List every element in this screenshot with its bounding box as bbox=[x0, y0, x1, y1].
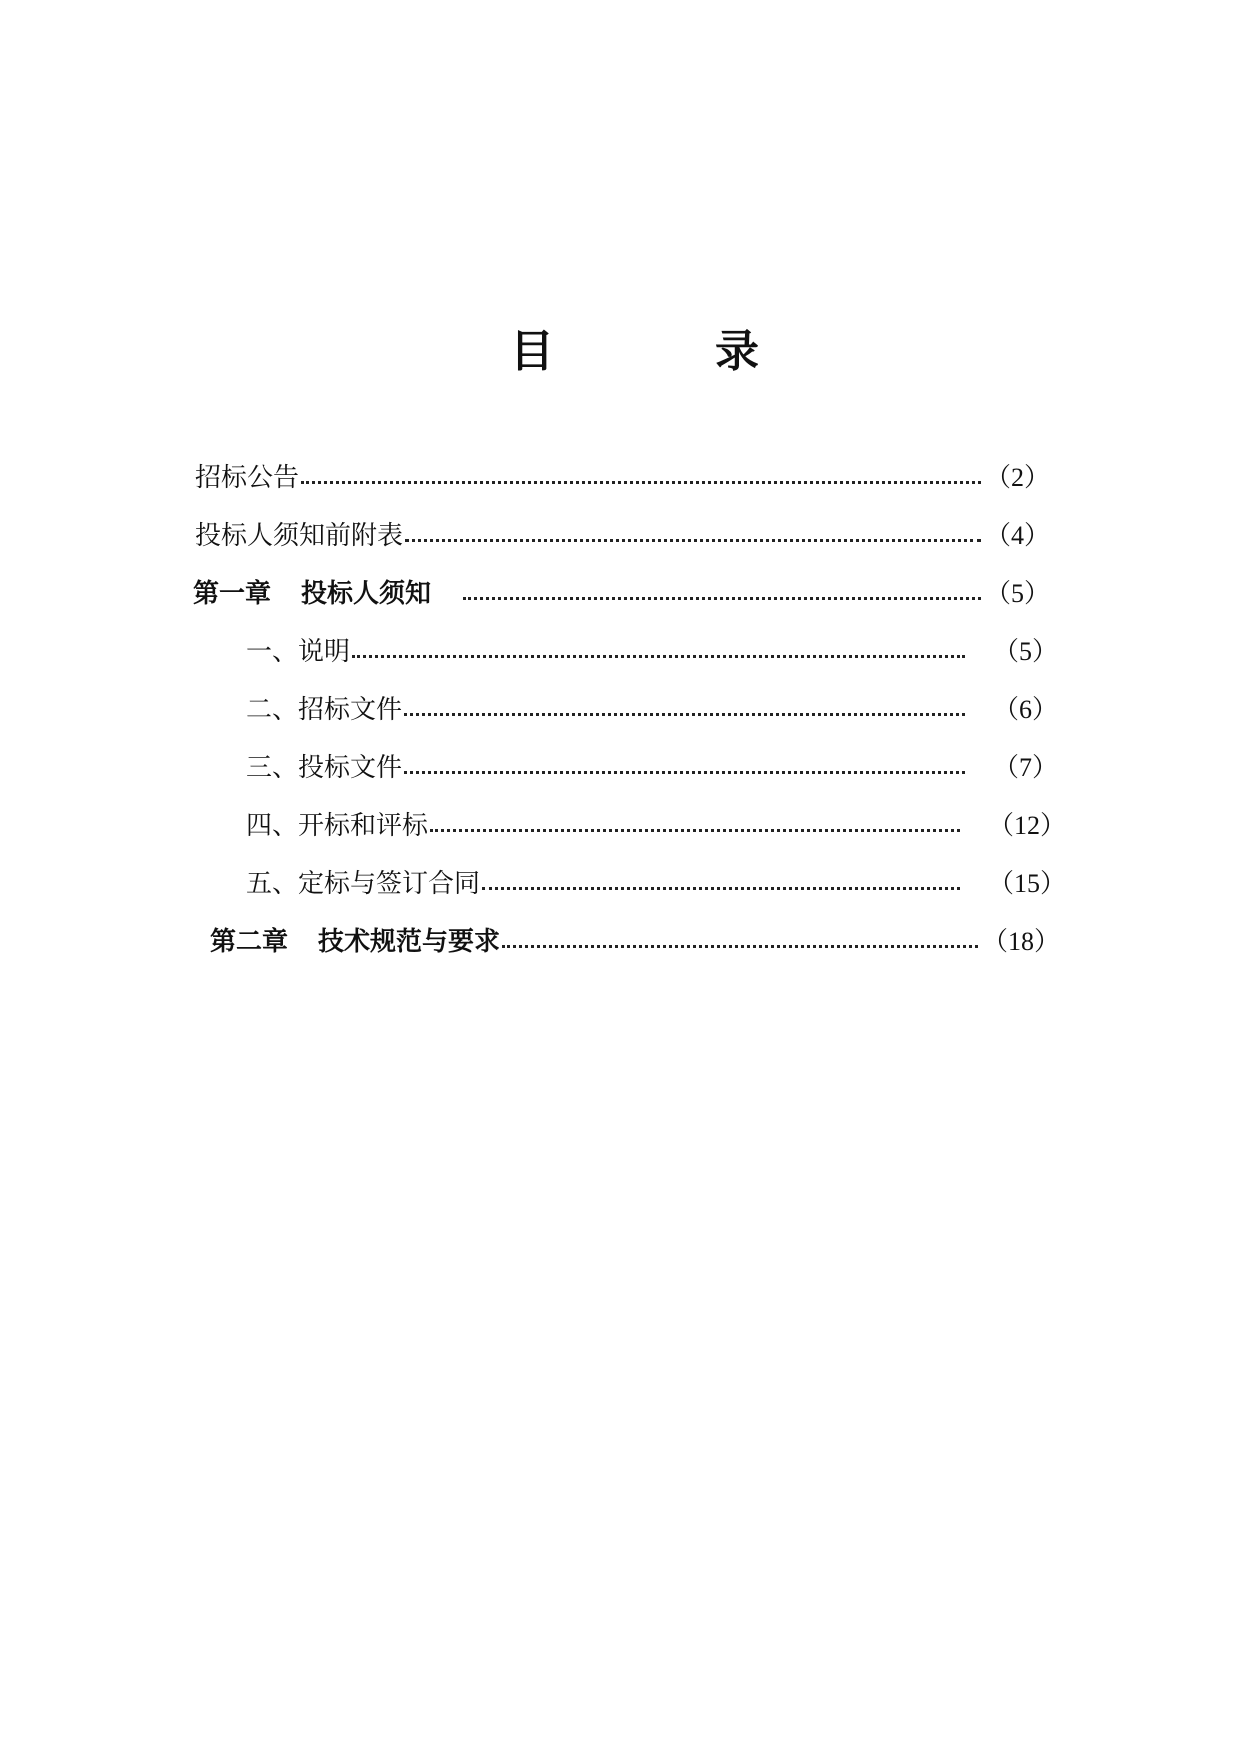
toc-page-number: （6） bbox=[992, 695, 1058, 724]
toc-dot-leader bbox=[461, 574, 985, 614]
toc-dot-leader bbox=[402, 748, 969, 788]
toc-page-number: （12） bbox=[987, 811, 1066, 840]
toc-entry-label: 二、招标文件 bbox=[246, 695, 403, 725]
toc-entry-label: 招标公告 bbox=[195, 463, 300, 493]
toc-page-number: （5） bbox=[992, 637, 1058, 666]
title-char-mu: 目 bbox=[510, 326, 554, 377]
toc-entry-label: 三、投标文件 bbox=[246, 753, 403, 783]
toc-chapter-number: 第一章 bbox=[193, 579, 272, 609]
toc-dot-leader bbox=[402, 690, 969, 730]
toc-entry-label: 五、定标与签订合同 bbox=[246, 869, 481, 899]
toc-chapter-number: 第二章 bbox=[210, 927, 289, 957]
toc-chapter-title: 技术规范与要求 bbox=[318, 927, 501, 957]
toc-dot-leader bbox=[480, 864, 964, 904]
toc-entry-label bbox=[210, 922, 500, 962]
toc-entry-label: 投标人须知前附表 bbox=[195, 521, 404, 551]
toc-page-number: （4） bbox=[984, 521, 1050, 550]
toc-entry-bidding-announcement[interactable] bbox=[195, 458, 1050, 498]
toc-dot-leader bbox=[428, 806, 964, 846]
toc-entry-chapter-one[interactable] bbox=[193, 574, 1050, 614]
toc-entry-section-tender-documents[interactable] bbox=[246, 748, 1058, 788]
toc-page-number: （2） bbox=[984, 463, 1050, 492]
toc-entry-bidder-instructions-appendix[interactable] bbox=[195, 516, 1050, 556]
toc-page-number: （18） bbox=[981, 927, 1060, 956]
toc-entry-section-bid-opening[interactable] bbox=[246, 806, 1066, 846]
toc-page-number: （5） bbox=[984, 579, 1050, 608]
toc-page-number: （7） bbox=[992, 753, 1058, 782]
toc-entry-label: 四、开标和评标 bbox=[246, 811, 429, 841]
toc-dot-leader bbox=[299, 458, 985, 498]
toc-entry-section-explanation[interactable] bbox=[246, 632, 1058, 672]
page-title bbox=[0, 322, 1241, 382]
toc-entry-section-award-contract[interactable] bbox=[246, 864, 1066, 904]
toc-entry-label: 一、说明 bbox=[246, 637, 351, 667]
toc-entry-section-bidding-documents[interactable] bbox=[246, 690, 1058, 730]
toc-chapter-title: 投标人须知 bbox=[301, 579, 432, 609]
toc-entry-chapter-two[interactable] bbox=[210, 922, 1060, 962]
toc-dot-leader bbox=[350, 632, 969, 672]
toc-dot-leader bbox=[403, 516, 985, 556]
toc-dot-leader bbox=[500, 922, 982, 962]
title-char-lu: 录 bbox=[715, 326, 759, 377]
toc-entry-label bbox=[193, 574, 431, 614]
toc-page-number: （15） bbox=[987, 869, 1066, 898]
